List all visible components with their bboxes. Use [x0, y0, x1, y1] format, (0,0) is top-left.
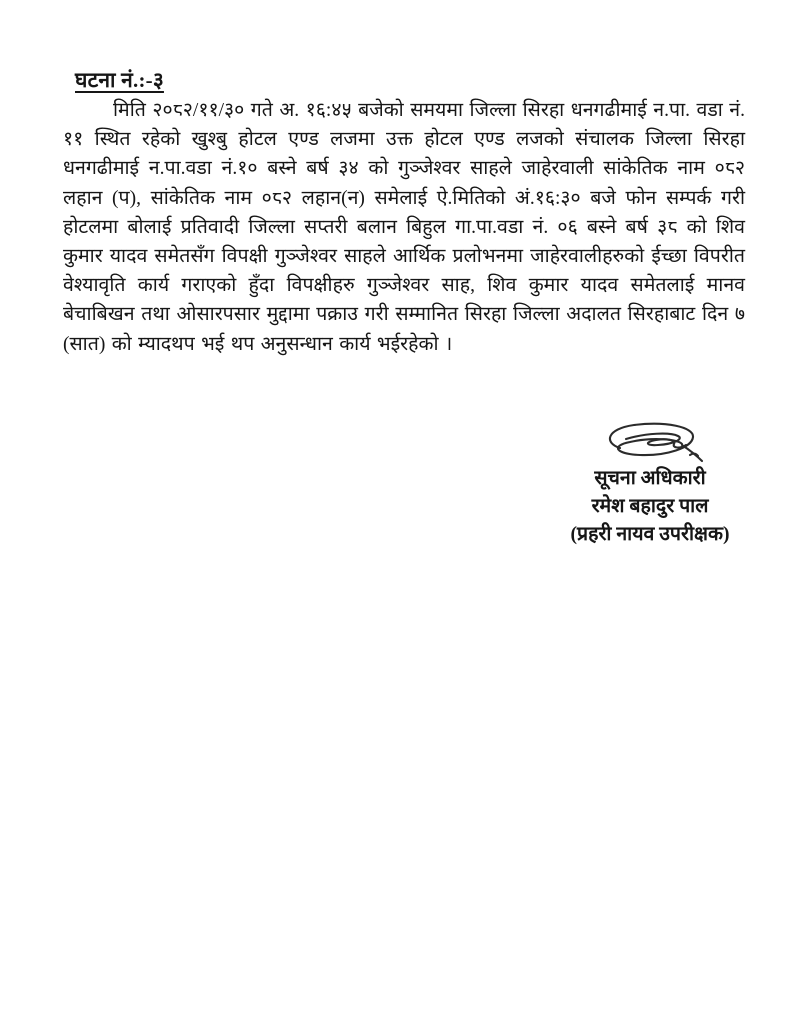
- signature-block: [528, 415, 772, 549]
- incident-number-heading: घटना नं.:-३: [75, 68, 164, 92]
- signatory-name: रमेश बहादुर पाल: [591, 496, 709, 517]
- signatory-title: सूचना अधिकारी: [594, 468, 706, 489]
- incident-body-paragraph: मिति २०८२/११/३० गते अ. १६:४५ बजेको समयमा जिल्ला सिरहा धनगढीमाई न.पा. वडा नं. ११ स्थित रहेको खुश्बु होटल एण्ड लजमा उक्त होटल एण्ड लजको संचालक जिल्ला सिरहा धनगढीमाई न.पा.वडा नं.१० बस्ने बर्ष ३४ को गुञ्जेश्वर साहले जाहेरवाली सांकेतिक नाम ०८२ लहान (प), सांकेतिक नाम ०८२ लहान(न) समेलाई ऐ.मितिको अं.१६:३० बजे फोन सम्पर्क गरी होटलमा बोलाई प्रतिवादी जिल्ला सप्तरी बलान बिहुल गा.पा.वडा नं. ०६ बस्ने बर्ष ३८ को शिव कुमार यादव समेतसँग विपक्षी गुञ्जेश्वर साहले आर्थिक प्रलोभनमा जाहेरवालीहरुको ईच्छा विपरीत वेश्यावृति कार्य गराएको हुँदा विपक्षीहरु गुञ्जेश्वर साह, शिव कुमार यादव समेतलाई मानव बेचाबिखन तथा ओसारपसार मुद्दामा पक्राउ गरी सम्मानित सिरहा जिल्ला अदालत सिरहाबाट दिन ७ (सात) को म्यादथप भई थप अनुसन्धान कार्य भईरहेको ।: [63, 100, 745, 355]
- signature-scribble-icon: [586, 415, 714, 467]
- signatory-designation: (प्रहरी नायव उपरीक्षक): [570, 524, 730, 545]
